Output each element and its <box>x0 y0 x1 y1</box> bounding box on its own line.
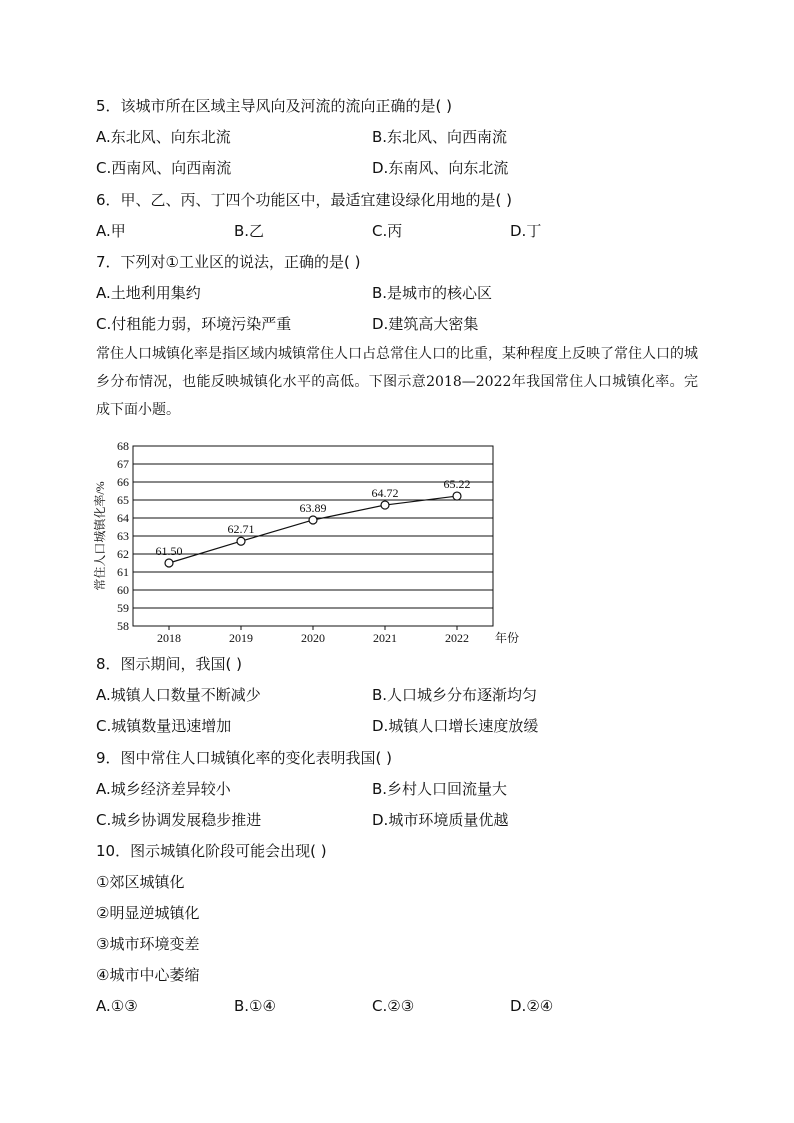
y-tick-label: 67 <box>117 457 129 471</box>
q8-option-b: B.人口城乡分布逐渐均匀 <box>372 686 538 704</box>
q10-option-d: D.②④ <box>510 997 554 1015</box>
data-point <box>165 559 173 567</box>
data-label: 63.89 <box>299 500 327 515</box>
q10-statement-2: ②明显逆城镇化 <box>96 904 200 922</box>
q10-statement-4: ④城市中心萎缩 <box>96 966 200 984</box>
q10-option-a: A.①③ <box>96 997 138 1015</box>
y-axis-label: 常住人口城镇化率/% <box>93 481 107 591</box>
y-tick-label: 68 <box>117 439 129 453</box>
y-tick-label: 58 <box>117 619 129 633</box>
y-tick-label: 62 <box>117 547 129 561</box>
urbanization-rate-chart <box>90 436 530 646</box>
q7-option-d: D.建筑高大密集 <box>372 315 479 333</box>
q6-option-c: C.丙 <box>372 222 403 240</box>
data-point <box>381 501 389 509</box>
reading-passage: 常住人口城镇化率是指区域内城镇常住人口占总常住人口的比重，某种程度上反映了常住人口的城乡分布情况，也能反映城镇化水平的高低。下图示意2018—2022年我国常住人口城镇化率。完成下面小题。 <box>96 346 698 418</box>
q8-option-a: A.城镇人口数量不断减少 <box>96 686 261 704</box>
q6-option-a: A.甲 <box>96 222 126 240</box>
q5-option-b: B.东北风、向西南流 <box>372 128 508 146</box>
x-tick-label: 2019 <box>229 631 253 645</box>
q5-option-c: C.西南风、向西南流 <box>96 159 232 177</box>
q9-option-a: A.城乡经济差异较小 <box>96 780 231 798</box>
q10-option-c: C.②③ <box>372 997 415 1015</box>
y-tick-label: 64 <box>117 511 129 525</box>
q7-stem: 7．下列对①工业区的说法，正确的是( ) <box>96 253 361 271</box>
x-tick-label: 2018 <box>157 631 181 645</box>
data-label: 64.72 <box>371 486 399 501</box>
q8-option-c: C.城镇数量迅速增加 <box>96 717 232 735</box>
q8-option-d: D.城镇人口增长速度放缓 <box>372 717 539 735</box>
q7-option-c: C.付租能力弱，环境污染严重 <box>96 315 292 333</box>
q9-stem: 9．图中常住人口城镇化率的变化表明我国( ) <box>96 749 393 767</box>
q7-option-b: B.是城市的核心区 <box>372 284 493 302</box>
y-tick-label: 65 <box>117 493 129 507</box>
data-label: 61.50 <box>155 544 183 558</box>
y-tick-label: 61 <box>117 565 129 579</box>
q9-option-c: C.城乡协调发展稳步推进 <box>96 811 262 829</box>
q10-option-b: B.①④ <box>234 997 276 1015</box>
y-tick-label: 59 <box>117 601 129 615</box>
q8-stem: 8．图示期间，我国( ) <box>96 655 243 673</box>
q6-stem: 6．甲、乙、丙、丁四个功能区中，最适宜建设绿化用地的是( ) <box>96 191 513 209</box>
y-tick-label: 66 <box>117 475 129 489</box>
q6-option-b: B.乙 <box>234 222 265 240</box>
data-point <box>237 537 245 545</box>
data-label: 62.71 <box>227 522 255 537</box>
x-tick-label: 2021 <box>373 631 397 645</box>
q9-option-b: B.乡村人口回流量大 <box>372 780 508 798</box>
x-tick-label: 2022 <box>445 631 469 645</box>
data-label: 65.22 <box>443 477 471 492</box>
q7-option-a: A.土地利用集约 <box>96 284 201 302</box>
q9-option-d: D.城市环境质量优越 <box>372 811 509 829</box>
data-point <box>453 492 461 500</box>
data-point <box>309 516 317 524</box>
q10-statement-1: ①郊区城镇化 <box>96 873 185 891</box>
q5-option-a: A.东北风、向东北流 <box>96 128 231 146</box>
q5-option-d: D.东南风、向东北流 <box>372 159 509 177</box>
y-tick-label: 60 <box>117 583 129 597</box>
x-axis-label: 年份 <box>495 631 520 645</box>
q10-statement-3: ③城市环境变差 <box>96 935 200 953</box>
q10-stem: 10．图示城镇化阶段可能会出现( ) <box>96 842 327 860</box>
x-tick-label: 2020 <box>301 631 325 645</box>
q6-option-d: D.丁 <box>510 222 542 240</box>
q5-stem: 5．该城市所在区域主导风向及河流的流向正确的是( ) <box>96 97 453 115</box>
y-tick-label: 63 <box>117 529 129 543</box>
